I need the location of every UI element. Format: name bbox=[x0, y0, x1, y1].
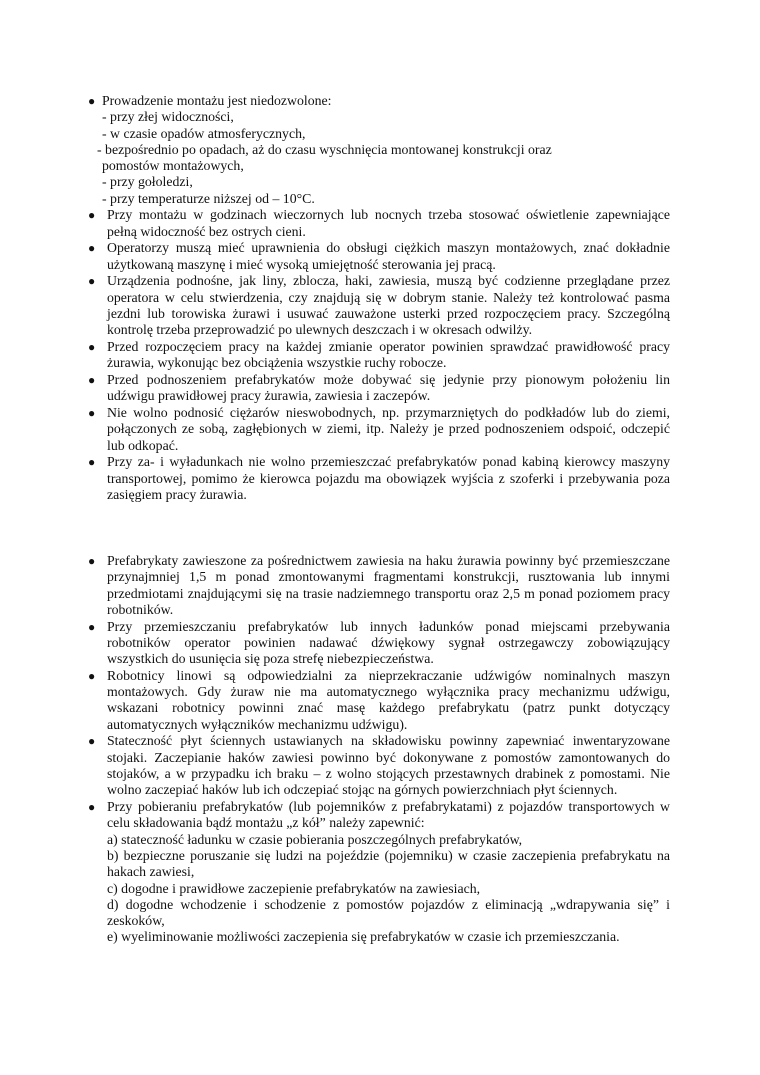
text-line: - w czasie opadów atmosferycznych, bbox=[102, 125, 306, 141]
list-item bbox=[88, 372, 670, 405]
bullet-list-upper bbox=[88, 93, 670, 504]
text-line: Przed podnoszeniem prefabrykatów może dobywać się jedynie przy pionowym położeniu lin bbox=[107, 372, 670, 387]
bullet-icon: ● bbox=[88, 800, 96, 815]
text-line: użytkowaną maszynę i mieć wysoką umiejętność sterowania jej pracą. bbox=[107, 256, 496, 272]
bullet-icon: ● bbox=[88, 405, 96, 420]
list-item bbox=[88, 404, 670, 454]
bullet-icon: ● bbox=[88, 208, 96, 223]
text-line: automatycznych wyłączników mechanizmu udźwigu). bbox=[107, 716, 408, 732]
bullet-icon: ● bbox=[88, 455, 96, 470]
list-item bbox=[88, 339, 670, 372]
bullet-icon: ● bbox=[88, 668, 96, 683]
list-item bbox=[88, 273, 670, 338]
bullet-icon: ● bbox=[88, 241, 96, 256]
bullet-icon: ● bbox=[88, 94, 96, 108]
list-item bbox=[88, 799, 670, 946]
text-line: Przy pobieraniu prefabrykatów (lub pojemników z prefabrykatami) z pojazdów transportowych w bbox=[107, 799, 670, 815]
text-line: pełną widoczność bez ostrych cieni. bbox=[107, 223, 306, 239]
text-line: wolno zaczepiać haków lub ich odczepiać stojąc na górnych powierzchniach płyt ściennych. bbox=[107, 782, 618, 798]
text-line: - bezpośrednio po opadach, aż do czasu wyschnięcia montowanej konstrukcji oraz bbox=[97, 141, 552, 157]
text-line: operatora w celu stwierdzenia, czy znajdują się w dobrym stanie. Należy też kontrolować pasma bbox=[107, 289, 670, 305]
text-line: robotników operator powinien nadawać dźwiękowy sygnał ostrzegawczy zobowiązujący bbox=[107, 634, 670, 650]
text-line: Przy za- i wyładunkach nie wolno przemieszczać prefabrykatów ponad kabiną kierowcy maszyny bbox=[107, 454, 670, 470]
text-line: Prowadzenie montażu jest niedozwolone: bbox=[102, 93, 332, 108]
text-line: Przed rozpoczęciem pracy na każdej zmianie operator powinien sprawdzać prawidłowość pracy bbox=[107, 339, 670, 355]
text-line: celu składowania bądź montażu „z kół” należy zapewnić: bbox=[107, 815, 425, 831]
bullet-icon: ● bbox=[88, 373, 96, 387]
list-item bbox=[88, 93, 670, 207]
list-item bbox=[88, 618, 670, 668]
list-item bbox=[88, 207, 670, 240]
bullet-icon: ● bbox=[88, 619, 96, 634]
text-line: Przy przemieszczaniu prefabrykatów lub innych ładunków ponad miejscami przebywania bbox=[107, 618, 670, 634]
text-line: Operatorzy muszą mieć uprawnienia do obsługi ciężkich maszyn montażowych, znać dokładnie bbox=[107, 240, 670, 256]
bullet-icon: ● bbox=[88, 340, 96, 355]
text-line: c) dogodne i prawidłowe zaczepienie prefabrykatów na zawiesiach, bbox=[107, 880, 481, 896]
text-line: Urządzenia podnośne, jak liny, zblocza, haki, zawiesia, muszą być codzienne przeglądane przez bbox=[107, 273, 670, 289]
text-line: wskazani robotnicy powinni znać masę każdego prefabrykatu (patrz punkt dotyczący bbox=[107, 700, 670, 716]
text-line: - przy gołoledzi, bbox=[102, 174, 193, 190]
text-line: przedmiotami znajdującymi się na trasie nadziemnego transportu oraz 2,5 m ponad poziomem pracy bbox=[107, 585, 670, 601]
list-item bbox=[88, 553, 670, 618]
text-line: Prefabrykaty zawieszone za pośrednictwem zawiesia na haku żurawia powinny być przemieszczane bbox=[107, 553, 670, 568]
text-line: zasięgiem pracy żurawia. bbox=[107, 486, 247, 502]
bullet-icon: ● bbox=[88, 734, 96, 749]
text-line: wszystkich do usunięcia się poza strefę niebezpieczeństwa. bbox=[107, 651, 434, 667]
text-line: montażowych. Gdy żuraw nie ma automatycznego wyłącznika pracy mechanizmu udźwigu, bbox=[107, 684, 670, 700]
text-line: Stateczność płyt ściennych ustawianych na składowisku powinny zapewniać inwentaryzowane bbox=[107, 733, 670, 749]
text-line: połączonych ze sobą, zagłębionych w ziemi, itp. Należy je przed podnoszeniem odspoić, odczepić bbox=[107, 421, 670, 437]
list-item bbox=[88, 667, 670, 733]
text-line: pomostów montażowych, bbox=[102, 158, 244, 174]
text-line: hakach zawiesi, bbox=[107, 864, 195, 880]
text-line: zeskoków, bbox=[107, 913, 165, 929]
text-line: udźwigu prawidłowej pracy żurawia, zawiesia i zaczepów. bbox=[107, 388, 431, 404]
bullet-icon: ● bbox=[88, 554, 96, 568]
text-line: - przy temperaturze niższej od – 10°C. bbox=[102, 190, 315, 206]
text-line: b) bezpieczne poruszanie się ludzi na pojeździe (pojemniku) w czasie zaczepienia prefabrykatu na bbox=[107, 847, 670, 863]
bullet-list-lower bbox=[88, 553, 670, 946]
bullet-icon: ● bbox=[88, 274, 96, 289]
text-line: jezdni lub torowiska żurawi i usuwać zauważone usterki przed rozpoczęciem pracy. Szczególną bbox=[107, 306, 670, 322]
text-line: żurawia, wykonując bez obciążenia wszystkie ruchy robocze. bbox=[107, 355, 447, 371]
text-line: Przy montażu w godzinach wieczornych lub nocnych trzeba stosować oświetlenie zapewniające bbox=[107, 207, 670, 223]
list-item bbox=[88, 454, 670, 503]
text-line: przynajmniej 1,5 m ponad zmontowanymi fragmentami konstrukcji, rusztowania lub innymi bbox=[107, 569, 670, 585]
text-line: Nie wolno podnosić ciężarów nieswobodnych, np. przymarzniętych do podkładów lub do ziemi, bbox=[107, 404, 670, 420]
text-line: stojaki. Zaczepianie haków zawiesi powinno być dokonywane z pomostów zamontowanych do bbox=[107, 749, 670, 765]
text-line: transportowej, pomimo że kierowca pojazdu ma obowiązek wyjścia z szoferki i przebywania poza bbox=[107, 470, 670, 486]
text-line: e) wyeliminowanie możliwości zaczepienia się prefabrykatów w czasie ich przemieszczania. bbox=[107, 929, 620, 945]
list-item bbox=[88, 240, 670, 273]
text-line: robotników. bbox=[107, 601, 174, 617]
text-line: lub odkopać. bbox=[107, 437, 179, 453]
text-line: - przy złej widoczności, bbox=[102, 109, 234, 125]
list-item bbox=[88, 733, 670, 798]
text-line: Robotnicy linowi są odpowiedzialni za nieprzekraczanie udźwigów nominalnych maszyn bbox=[107, 667, 670, 683]
text-line: stojaków, a w przypadku ich braku – z wolno stojących przestawnych drabinek z pomostami. Nie bbox=[107, 766, 670, 782]
text-line: kontrolę trzeba przeprowadzić po ulewnych deszczach i w okresach odwilży. bbox=[107, 322, 533, 338]
text-line: a) stateczność ładunku w czasie pobierania poszczególnych prefabrykatów, bbox=[107, 831, 523, 847]
text-line: d) dogodne wchodzenie i schodzenie z pomostów pojazdów z eliminacją „wdrapywania się” i bbox=[107, 896, 670, 912]
